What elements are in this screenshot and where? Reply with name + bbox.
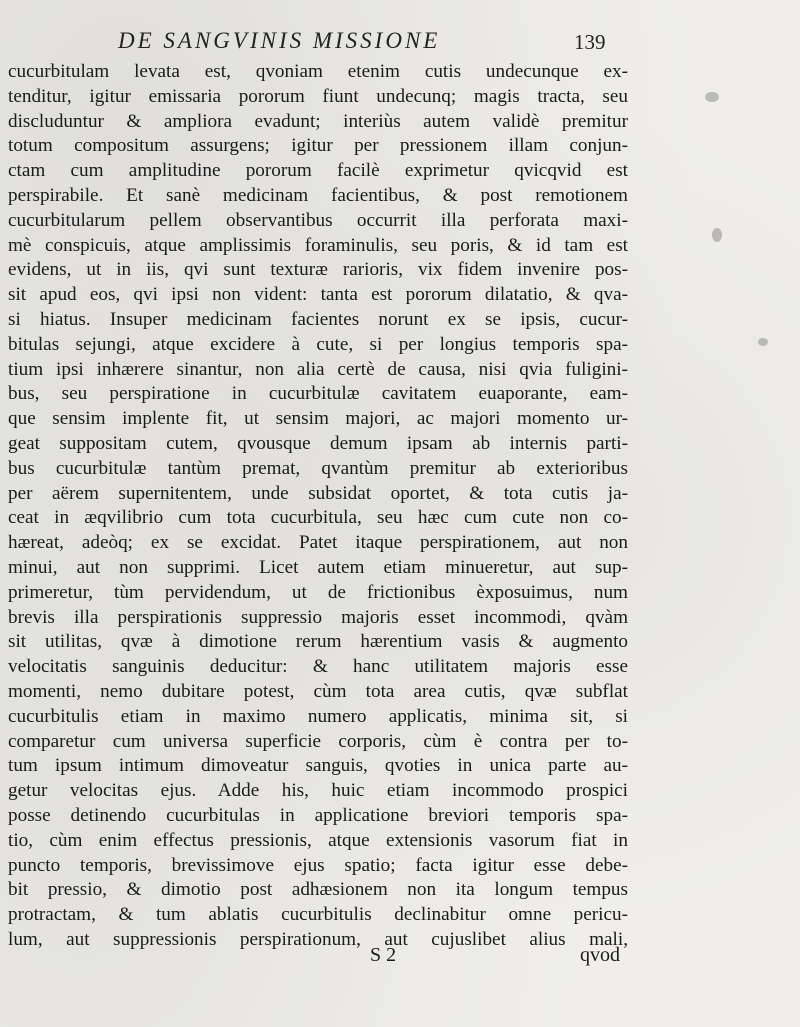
text-line: cucurbitulam levata est, qvoniam etenim cutis undecunque ex- (8, 61, 628, 82)
running-head: DE SANGVINIS MISSIONE (118, 28, 441, 53)
text-line: getur velocitas ejus. Adde his, huic etiam incommodo prospici (8, 780, 628, 802)
text-line: cucurbitulis etiam in maximo numero applicatis, minima sit, si (8, 705, 628, 727)
text-line: tum ipsum intimum dimoveatur sanguis, qvoties in unica parte au- (8, 755, 628, 777)
body-text (8, 60, 628, 953)
text-line: perspirabile. Et sanè medicinam facientibus, & post remotionem (8, 184, 628, 206)
text-line: bus, seu perspiratione in cucurbitulæ cavitatem euaporante, eam- (8, 383, 628, 405)
text-line: momenti, nemo dubitare potest, cùm tota area cutis, qvæ subflat (8, 680, 628, 702)
text-line: si hiatus. Insuper medicinam facientes norunt ex se ipsis, cucur- (8, 308, 628, 330)
text-line: ctam cum amplitudine pororum facilè exprimetur qvicqvid est (8, 160, 628, 182)
ink-smudge (705, 92, 719, 102)
text-line: mè conspicuis, atque amplissimis foraminulis, seu poris, & id tam est (8, 234, 628, 256)
text-line: minui, aut non supprimi. Licet autem etiam minueretur, aut sup- (8, 556, 628, 578)
text-line: totum compositum assurgens; igitur per pressionem illam conjun- (8, 135, 628, 157)
text-line: geat suppositam cutem, qvousque demum ipsam ab internis parti- (8, 432, 628, 454)
text-line: velocitatis sanguinis deducitur: & hanc utilitatem majoris esse (8, 656, 628, 678)
text-line: protractam, & tum ablatis cucurbitulis declinabitur omne pericu- (8, 904, 628, 926)
text-line: tium ipsi inhærere sinantur, non alia certè de causa, nisi qvia fuligini- (8, 358, 628, 380)
ink-smudge (712, 228, 722, 242)
ink-smudge (758, 338, 768, 346)
text-line: per aërem supernitentem, unde subsidat oportet, & tota cutis ja- (8, 482, 628, 504)
text-line: evidens, ut in iis, qvi sunt texturæ rarioris, vix fidem invenire pos- (8, 259, 628, 281)
text-line: bitulas sejungi, atque excidere à cute, si per longius temporis spa- (8, 333, 628, 355)
text-line: bit pressio, & dimotio post adhæsionem non ita longum tempus (8, 879, 628, 901)
text-line: cucurbitularum pellem observantibus occurrit illa perforata maxi- (8, 209, 628, 231)
text-line: discluduntur & ampliora evadunt; interiùs autem validè premitur (8, 110, 628, 132)
text-line: sit apud eos, qvi ipsi non vident: tanta est pororum dilatatio, & qva- (8, 284, 628, 306)
text-line: primeretur, tùm pervidendum, ut de frictionibus èxposuimus, num (8, 581, 628, 603)
text-line: bus cucurbitulæ tantùm premat, qvantùm premitur ab exterioribus (8, 457, 628, 479)
page-number: 139 (574, 30, 606, 54)
text-line: ceat in æqvilibrio cum tota cucurbitula, seu hæc cum cute non co- (8, 507, 628, 529)
catchword: qvod (580, 944, 620, 966)
text-line: hæreat, adeòq; ex se excidat. Patet itaque perspirationem, aut non (8, 532, 628, 554)
signature-mark: S 2 (370, 944, 397, 966)
text-line: posse detinendo cucurbitulas in applicatione breviori temporis spa- (8, 804, 628, 826)
text-line: tio, cùm enim effectus pressionis, atque extensionis vasorum fiat in (8, 829, 628, 851)
text-line: brevis illa perspirationis suppressio majoris esset incommodi, qvàm (8, 606, 628, 628)
text-line: comparetur cum universa superficie corporis, cùm è contra per to- (8, 730, 628, 752)
text-line: puncto temporis, brevissimove ejus spatio; facta igitur esse debe- (8, 854, 628, 876)
text-line: lum, aut suppressionis perspirationum, aut cujuslibet alius mali, (8, 928, 628, 950)
text-line: sit utilitas, qvæ à dimotione rerum hærentium vasis & augmento (8, 631, 628, 653)
text-line: tenditur, igitur emissaria pororum fiunt undecunq; magis tracta, seu (8, 85, 628, 107)
text-line: que sensim implente fit, ut sensim majori, ac majori momento ur- (8, 408, 628, 430)
